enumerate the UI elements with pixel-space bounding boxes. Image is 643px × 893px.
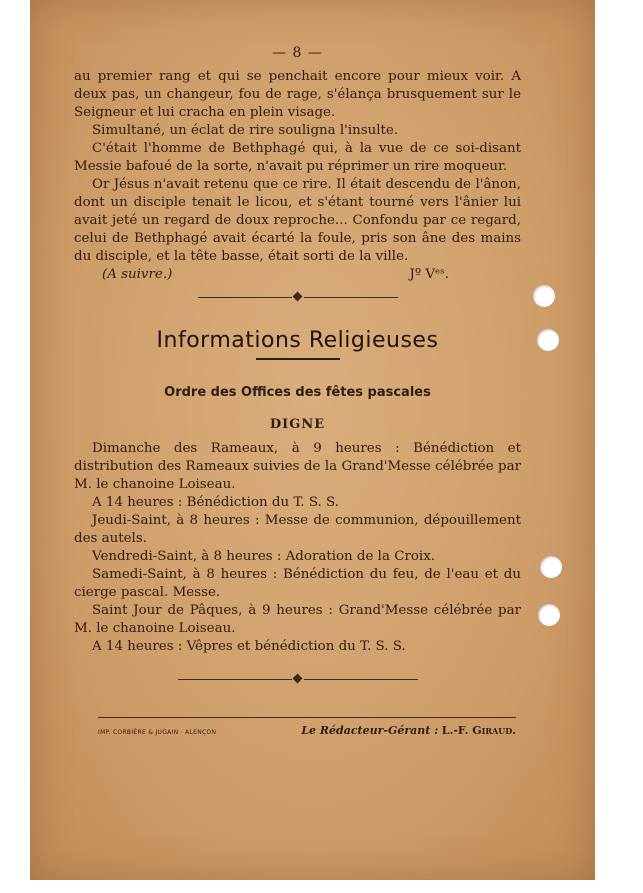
story-paragraph: Simultané, un éclat de rire souligna l'insulte. <box>92 123 399 138</box>
story-paragraph: au premier rang et qui se penchait encore pour mieux voir. A deux pas, un changeur, fou de rage, s'élança brusquement sur le Seigneur et lui cracha en plein visage. <box>74 69 521 120</box>
punch-hole <box>537 329 559 351</box>
to-follow-note: (A suivre.) <box>102 267 173 282</box>
printer-credit: IMP. CORBIÈRE & JUGAIN · ALENÇON <box>98 729 217 736</box>
page-content <box>74 44 521 686</box>
story-paragraph: C'était l'homme de Bethphagé qui, à la vue de ce soi-disant Messie bafoué de la sorte, n'avait pu réprimer un rire moqueur. <box>74 141 521 174</box>
ornament-divider <box>178 672 418 686</box>
schedule-item: Dimanche des Rameaux, à 9 heures : Bénédiction et distribution des Rameaux suivies de la Grand'Messe célébrée par M. le chanoine Loiseau. <box>74 441 521 492</box>
schedule-item: Samedi-Saint, à 8 heures : Bénédiction du feu, de l'eau et du cierge pascal. Messe. <box>74 567 521 600</box>
diamond-icon <box>292 292 302 302</box>
schedule-item: A 14 heures : Vêpres et bénédiction du T. S. S. <box>92 639 406 654</box>
punch-hole <box>533 285 555 307</box>
punch-hole <box>538 604 560 626</box>
schedule-item: Saint Jour de Pâques, à 9 heures : Grand'Messe célébrée par M. le chanoine Loiseau. <box>74 603 521 636</box>
schedule-item: Jeudi-Saint, à 8 heures : Messe de communion, dépouillement des autels. <box>74 513 521 546</box>
schedule-item: A 14 heures : Bénédiction du T. S. S. <box>92 495 339 510</box>
page-footer <box>98 717 516 737</box>
editor-credit <box>301 724 516 737</box>
title-underline <box>256 358 340 360</box>
city-heading: DIGNE <box>269 417 326 432</box>
page-number: — 8 — <box>272 45 323 61</box>
diamond-icon <box>292 674 302 684</box>
ornament-divider <box>198 290 398 304</box>
editor-label: Le Rédacteur-Gérant : <box>301 724 439 737</box>
story-paragraph: Or Jésus n'avait retenu que ce rire. Il était descendu de l'ânon, dont un disciple tenait le licou, et s'étant tourné vers l'ânier lui avait jeté un regard de doux reproche... Confondu par ce regard, celui de Bethphagé avait écarté la foule, pris son âne des mains du disciple, et la tête basse, était sorti de la ville. <box>74 177 521 264</box>
editor-name: L.-F. Giraud. <box>441 724 516 737</box>
punch-hole <box>540 556 562 578</box>
story-closing <box>74 266 521 284</box>
order-title: Ordre des Offices des fêtes pascales <box>164 385 431 400</box>
author-signature: Jº Vᵉˢ. <box>409 267 449 282</box>
schedule-list <box>74 440 521 656</box>
section-title: Informations Religieuses <box>156 328 439 353</box>
schedule-item: Vendredi-Saint, à 8 heures : Adoration de la Croix. <box>92 549 436 564</box>
